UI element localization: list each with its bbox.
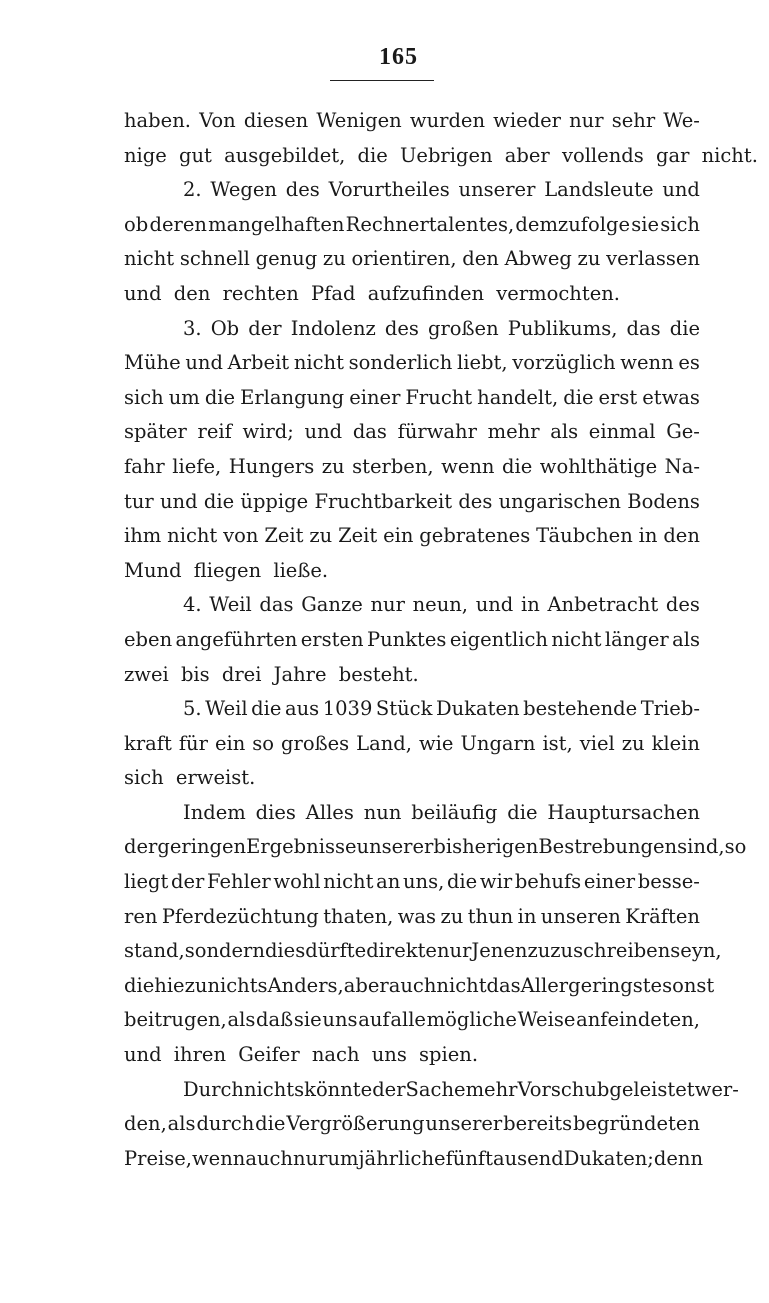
text-line: Preise, wenn auch nur um jährliche fünftausend Dukaten; denn — [124, 1146, 704, 1170]
text-line: nicht schnell genug zu orientiren, den Abweg zu verlassen — [124, 247, 700, 271]
text-line: 4. Weil das Ganze nur neun, und in Anbetracht des — [183, 593, 700, 617]
text-line: sich erweist. — [124, 766, 256, 790]
text-line: sich um die Erlangung einer Frucht handelt, die erst etwas — [124, 385, 700, 409]
text-line: Mund fliegen ließe. — [124, 558, 329, 582]
text-line: ihm nicht von Zeit zu Zeit ein gebratenes Täubchen in den — [124, 524, 700, 548]
text-line: Durch nichts könnte der Sache mehr Vorschub geleistet wer- — [183, 1077, 739, 1101]
header-rule — [330, 80, 434, 81]
text-line: ob deren mangelhaften Rechnertalentes, demzufolge sie sich — [124, 212, 700, 236]
text-line: eben angeführten ersten Punktes eigentlich nicht länger als — [124, 627, 700, 651]
text-line: Indem dies Alles nun beiläufig die Hauptursachen — [183, 800, 700, 824]
text-line: ren Pferdezüchtung thaten, was zu thun in unseren Kräften — [124, 904, 700, 928]
text-line: 2. Wegen des Vorurtheiles unserer Landsleute und — [183, 178, 700, 202]
body-text — [124, 104, 758, 1176]
page-number: 165 — [379, 44, 418, 70]
text-line: beitrugen, als daß sie uns auf alle mögliche Weise anfeindeten, — [124, 1008, 700, 1032]
text-line: 5. Weil die aus 1039 Stück Dukaten bestehende Trieb- — [183, 697, 700, 721]
text-line: und den rechten Pfad aufzufinden vermochten. — [124, 281, 621, 305]
text-line: der geringen Ergebnisse unserer bisherigen Bestrebungen sind, so — [124, 835, 747, 859]
text-line: tur und die üppige Fruchtbarkeit des ungarischen Bodens — [124, 489, 700, 513]
text-line: und ihren Geifer nach uns spien. — [124, 1043, 479, 1067]
text-line: Mühe und Arbeit nicht sonderlich liebt, vorzüglich wenn es — [124, 351, 700, 375]
text-line: fahr liefe, Hungers zu sterben, wenn die wohlthätige Na- — [124, 454, 700, 478]
text-line: den, als durch die Vergrößerung unserer bereits begründeten — [124, 1112, 700, 1136]
text-line: liegt der Fehler wohl nicht an uns, die wir behufs einer besse- — [124, 870, 700, 894]
text-line: die hiezu nichts Anders, aber auch nicht das Allergeringste sonst — [124, 973, 715, 997]
text-line: stand, sondern dies dürfte direkte nur Jenen zuzuschreiben seyn, — [124, 939, 722, 963]
text-line: 3. Ob der Indolenz des großen Publikums, das die — [183, 316, 700, 340]
text-line: nige gut ausgebildet, die Uebrigen aber vollends gar nicht. — [124, 143, 758, 167]
text-line: haben. Von diesen Wenigen wurden wieder nur sehr We- — [124, 109, 700, 132]
text-line: zwei bis drei Jahre besteht. — [124, 662, 419, 686]
text-line: kraft für ein so großes Land, wie Ungarn ist, viel zu klein — [124, 731, 700, 755]
text-line: später reif wird; und das fürwahr mehr als einmal Ge- — [124, 420, 700, 444]
